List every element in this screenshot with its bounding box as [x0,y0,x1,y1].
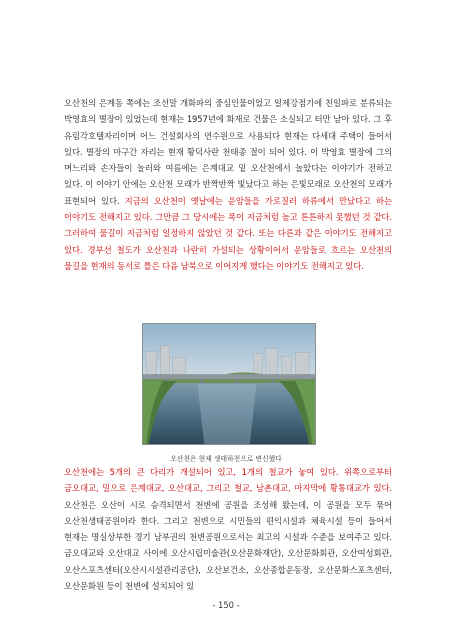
page-number: - 150 - [212,600,240,610]
paragraph-text-old-riverbed: 지금의 오산천이 옛날에는 운암들을 가로질러 하류에서 만났다고 하는 이야기도 전해지고 있다. 그만큼 그 당시에는 폭이 지금처럼 높고 튼튼하지 못했던 것 같다. 그러하여 물길이 지금처럼 일정하지 않았던 것 같다. 또는 다른과 같은 이야기도 전해지고 있다. 경부선 철도가 오산천과 나란히 가설되는 상황이어서 운암들로 흐르는 오산천의 물길을 현재의 동서로 틀은 다음 남북으로 이어지게 했다는 이야기도 전해지고 있다. [64,195,392,271]
paragraph-text-park-villa: 오산천의 은계동 쪽에는 조선말 개화파의 중심인물이었고 일제강점기에 친일파로 분류되는 박영효의 별장이 있었는데 현재는 1957년에 화재로 건물은 소실되고 터만 남아 있다. 그 후 유림각호텔자리이며 어느 건설회사의 연수원으로 사용되다 현재는 다세대 주택이 들어서 있다. 별장의 마구간 자리는 현재 황덕사란 천태종 절이 되어 있다. 이 박영효 별장에 그의 며느리와 손자들이 놀러와 여름에는 은계대교 밑 오산천에서 놀았다는 이야기가 전하고 있다. 이 이야기 안에는 오산천 모래가 반짝반짝 빛났다고 하는 은빛모래로 오산천의 모래가 표현되어 있다. [64,98,392,206]
river-photo [142,323,316,445]
river-bridge-image [143,324,315,444]
bridge-deck [143,374,315,379]
body-paragraph-lower [64,464,392,594]
body-paragraph-upper [64,95,392,274]
photo-caption: 오산천은 현재 생태하천으로 변신했다 [170,455,282,463]
paragraph-text-ecology-park: 오산천은 오산이 시로 승격되면서 천변에 공원을 조성해 왔는데, 이 공원을 모두 묶어 오산천생태공원이라 한다. 그리고 천변으로 시민들의 편익시설과 체육시설 등이 들어서 현재는 명실상부한 경기 남부권의 천변공원으로서는 최고의 시설과 수준을 보여주고 있다. 금오대교와 오산대교 사이에 오산시립미술관(오산문화재단), 오산문화회관, 오산여성회관, 오산스포츠센터(오산시시설관리공단), 오산보건소, 오산종합운동장, 오산문화스포츠센터, 오산문화원 등이 천변에 설치되어 있 [64,499,392,592]
paragraph-text-bridges: 오산천에는 5개의 큰 다리가 개설되어 있고, 1개의 철교가 놓여 있다. 위쪽으로부터 금오대교, 밀으로 은계대교, 오산대교, 그리고 철교, 남촌대교, 마지막에 황통대교가 있다. [64,467,392,494]
water-reflection [197,384,256,444]
